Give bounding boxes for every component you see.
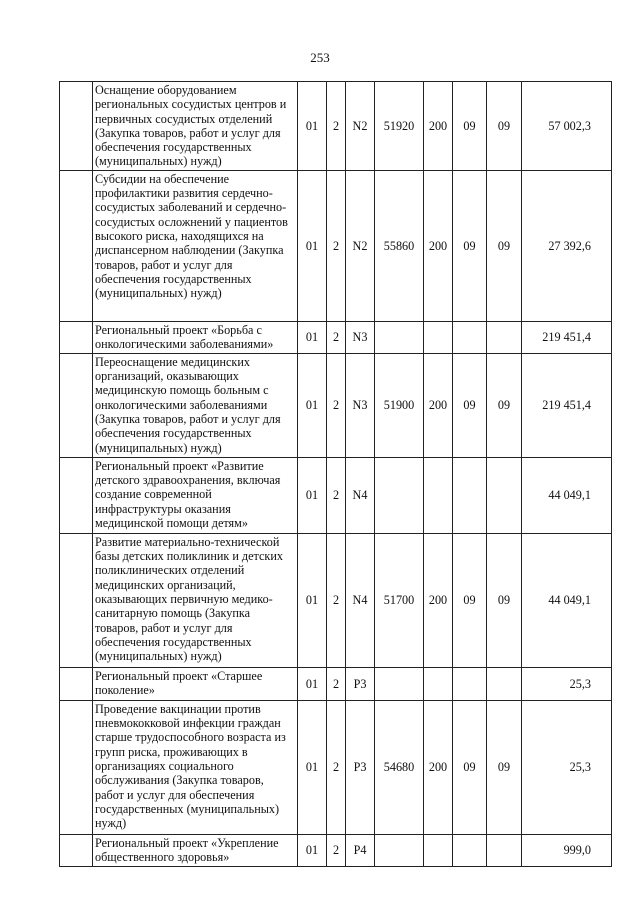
code-cell: 2 [327,82,346,171]
code-cell: 2 [327,321,346,353]
code-cell [375,667,424,700]
blank-cell [60,533,93,667]
amount-cell: 44 049,1 [522,533,612,667]
code-cell: 09 [487,353,522,457]
table-row [60,700,612,834]
table-row [60,353,612,457]
code-cell [453,667,487,700]
code-cell: N4 [346,533,375,667]
table-row [60,834,612,866]
code-cell: 2 [327,700,346,834]
blank-cell [60,667,93,700]
blank-cell [60,353,93,457]
amount-cell: 25,3 [522,667,612,700]
code-cell [487,667,522,700]
code-cell: 09 [487,533,522,667]
code-cell: 51900 [375,353,424,457]
code-cell [487,457,522,533]
code-cell [487,321,522,353]
code-cell: P3 [346,667,375,700]
code-cell [453,321,487,353]
amount-cell: 27 392,6 [522,170,612,321]
code-cell: 01 [298,667,327,700]
page-number: 253 [310,50,330,65]
code-cell: 09 [453,700,487,834]
code-cell [453,834,487,866]
amount-cell: 44 049,1 [522,457,612,533]
item-name: Региональный проект «Развитие детского здравоохранения, включая создание современной инфраструктуры оказания медицинской помощи детям» [93,457,298,533]
blank-cell [60,82,93,171]
code-cell: 55860 [375,170,424,321]
code-cell: 200 [424,700,453,834]
amount-cell: 57 002,3 [522,82,612,171]
code-cell: N3 [346,321,375,353]
code-cell: 2 [327,834,346,866]
code-cell [375,834,424,866]
table-row [60,321,612,353]
code-cell: 09 [453,533,487,667]
code-cell: N4 [346,457,375,533]
item-name: Развитие материально-технической базы детских поликлиник и детских поликлинических отделений медицинских организаций, оказывающих первичную медико-санитарную помощь (Закупка товаров, работ и услуг для обеспечения государственных (муниципальных) нужд) [93,533,298,667]
code-cell: 200 [424,82,453,171]
item-name: Субсидии на обеспечение профилактики развития сердечно-сосудистых заболеваний и сердечно-сосудистых осложнений у пациентов высокого риска, находящихся на диспансерном наблюдении (Закупка товаров, работ и услуг для обеспечения государственных (муниципальных) нужд) [93,170,298,321]
item-name: Переоснащение медицинских организаций, оказывающих медицинскую помощь больным с онкологическими заболеваниями (Закупка товаров, работ и услуг для обеспечения государственных (муниципальных) нужд) [93,353,298,457]
code-cell: 200 [424,353,453,457]
code-cell: P4 [346,834,375,866]
code-cell: 01 [298,353,327,457]
code-cell: 01 [298,170,327,321]
amount-cell: 219 451,4 [522,321,612,353]
amount-cell: 25,3 [522,700,612,834]
code-cell: N2 [346,82,375,171]
code-cell [453,457,487,533]
code-cell [424,667,453,700]
code-cell [424,457,453,533]
code-cell: 09 [487,700,522,834]
code-cell: 09 [453,170,487,321]
code-cell: 54680 [375,700,424,834]
blank-cell [60,700,93,834]
code-cell: 01 [298,321,327,353]
code-cell: 01 [298,700,327,834]
blank-cell [60,321,93,353]
code-cell: N2 [346,170,375,321]
code-cell [487,834,522,866]
table-row [60,667,612,700]
budget-table-body [60,82,612,867]
code-cell [375,321,424,353]
code-cell: 200 [424,170,453,321]
amount-cell: 999,0 [522,834,612,866]
table-row [60,457,612,533]
blank-cell [60,170,93,321]
code-cell: 2 [327,353,346,457]
code-cell: P3 [346,700,375,834]
item-name: Оснащение оборудованием региональных сосудистых центров и первичных сосудистых отделений (Закупка товаров, работ и услуг для обеспечения государственных (муниципальных) нужд) [93,82,298,171]
item-name: Проведение вакцинации против пневмококковой инфекции граждан старше трудоспособного возраста из групп риска, проживающих в организациях социального обслуживания (Закупка товаров, работ и услуг для обеспечения государственных (муниципальных) нужд) [93,700,298,834]
table-row [60,170,612,321]
table-row [60,82,612,171]
code-cell: 09 [487,170,522,321]
code-cell: 01 [298,834,327,866]
code-cell: 09 [487,82,522,171]
code-cell: 2 [327,457,346,533]
code-cell: 09 [453,353,487,457]
code-cell: N3 [346,353,375,457]
code-cell: 51700 [375,533,424,667]
item-name: Региональный проект «Старшее поколение» [93,667,298,700]
blank-cell [60,834,93,866]
amount-cell: 219 451,4 [522,353,612,457]
table-row [60,533,612,667]
budget-table [59,81,612,867]
code-cell: 01 [298,82,327,171]
item-name: Региональный проект «Борьба с онкологическими заболеваниями» [93,321,298,353]
code-cell: 2 [327,533,346,667]
code-cell [375,457,424,533]
code-cell: 09 [453,82,487,171]
code-cell [424,321,453,353]
code-cell [424,834,453,866]
code-cell: 51920 [375,82,424,171]
code-cell: 2 [327,667,346,700]
code-cell: 2 [327,170,346,321]
code-cell: 200 [424,533,453,667]
item-name: Региональный проект «Укрепление общественного здоровья» [93,834,298,866]
code-cell: 01 [298,533,327,667]
code-cell: 01 [298,457,327,533]
blank-cell [60,457,93,533]
